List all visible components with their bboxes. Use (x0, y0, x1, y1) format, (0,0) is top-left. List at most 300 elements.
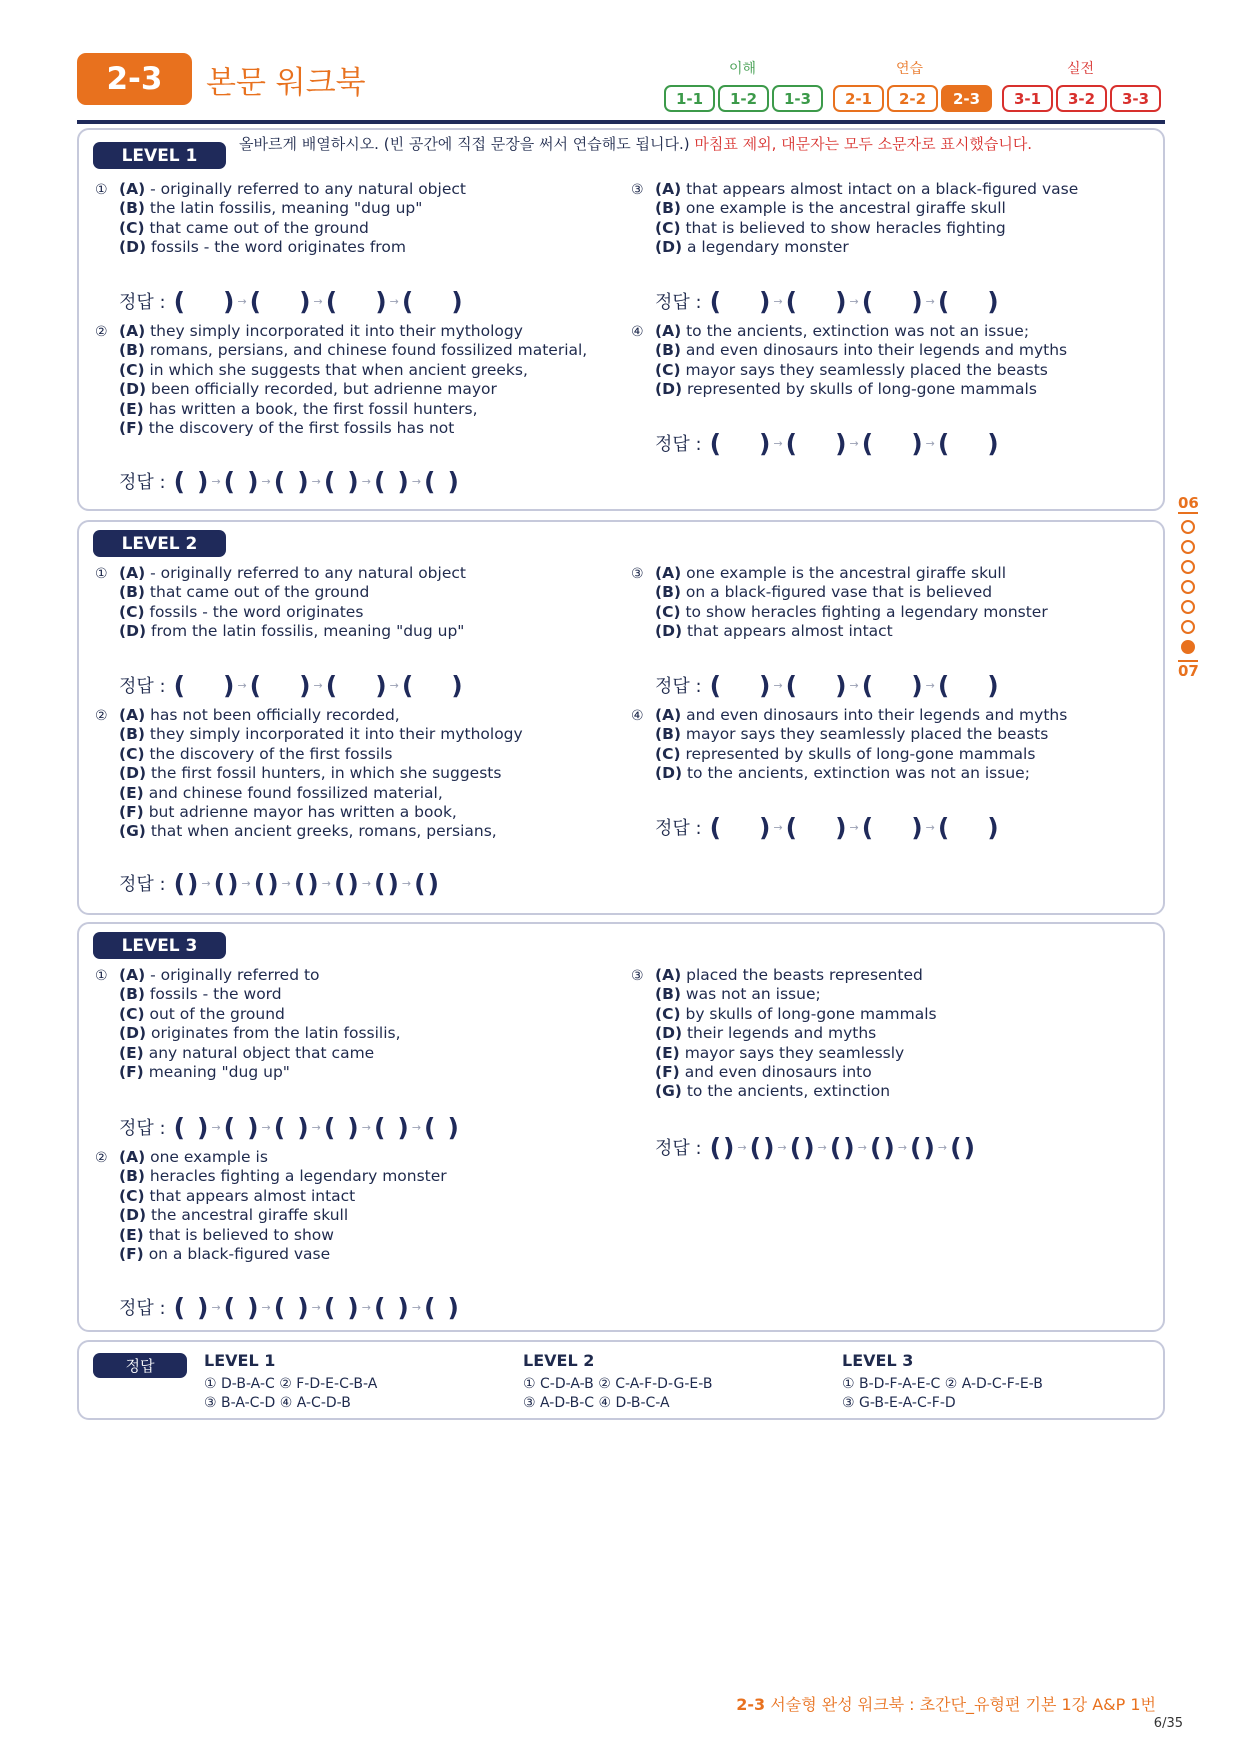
arrow-icon: → (849, 820, 859, 834)
choice-label: (C) (655, 1004, 681, 1023)
answer-slot[interactable]: ( ) (910, 1132, 935, 1162)
tab-2-1[interactable]: 2-1 (833, 85, 884, 112)
answer-slot[interactable]: ( ) (869, 1132, 895, 1162)
answer-slot[interactable]: ( ) (333, 868, 359, 898)
answer-slot[interactable]: ( ) (323, 1112, 359, 1142)
question-number: ③ (631, 968, 644, 984)
instruction (239, 135, 1159, 153)
choice-line (631, 1044, 937, 1063)
level-3-question-3 (631, 966, 937, 1102)
choice-label: (A) (655, 322, 682, 340)
answer-slot[interactable]: ( ) (213, 868, 239, 898)
answer-slot[interactable]: ( ) (249, 670, 311, 700)
answer-slot[interactable]: ( ) (709, 286, 771, 316)
choice-label: (C) (119, 744, 145, 763)
choice-label: (B) (655, 199, 681, 218)
answer-slot[interactable]: ( ) (937, 812, 999, 842)
answer-key-row: ③ B-A-C-D ④ A-C-D-B (204, 1395, 351, 1411)
choice-label: (B) (655, 583, 681, 602)
choice-line (631, 706, 1067, 725)
choice-label: (A) (119, 706, 146, 724)
choice-text: the discovery of the first fossils has not (148, 419, 455, 438)
tab-group-practice (833, 85, 992, 112)
choice-label: (C) (119, 1004, 145, 1023)
arrow-icon: → (849, 436, 859, 450)
choice-text: mayor says they seamlessly (684, 1043, 905, 1062)
answer-slot[interactable]: ( ) (173, 286, 235, 316)
choice-line (95, 1206, 447, 1225)
tab-3-1[interactable]: 3-1 (1002, 85, 1053, 112)
choice-label: (D) (655, 380, 683, 399)
choice-label: (A) (655, 564, 682, 582)
choice-text: the first fossil hunters, in which she suggests (150, 764, 502, 783)
choice-label: (B) (119, 583, 145, 602)
choice-line (631, 322, 1067, 341)
answer-key-level-3 (842, 1351, 1043, 1413)
arrow-icon: → (411, 474, 422, 488)
arrow-icon: → (241, 876, 251, 890)
level-3-question-1 (95, 966, 401, 1082)
choice-line (631, 1082, 937, 1101)
answer-slot[interactable]: ( ) (709, 670, 771, 700)
tab-group-understand (664, 85, 823, 112)
choice-text: that is believed to show (148, 1225, 334, 1244)
answer-label: 정답 : (655, 676, 702, 697)
instruction-note: 마침표 제외, 대문자는 모두 소문자로 표시했습니다. (694, 135, 1033, 153)
answer-slot[interactable]: ( ) (414, 868, 439, 898)
level-2-answer-3 (655, 672, 999, 698)
arrow-icon: → (773, 820, 783, 834)
answer-slot[interactable]: ( ) (173, 466, 209, 496)
choice-line (631, 985, 937, 1004)
choice-line (631, 341, 1067, 360)
choice-label: (D) (119, 1206, 147, 1225)
choice-line (95, 966, 401, 985)
choice-label: (E) (119, 1225, 144, 1244)
answer-slot[interactable]: ( ) (373, 1112, 409, 1142)
tab-1-3[interactable]: 1-3 (772, 85, 823, 112)
tab-3-2[interactable]: 3-2 (1056, 85, 1107, 112)
choice-text: represented by skulls of long-gone mammals (685, 744, 1036, 763)
answer-slot[interactable]: ( ) (749, 1132, 775, 1162)
level-3-answer-2 (119, 1294, 459, 1320)
choice-line (95, 1005, 401, 1024)
choice-line (631, 564, 1048, 583)
choice-text: but adrienne mayor has written a book, (148, 803, 457, 822)
answer-slot[interactable]: ( ) (424, 1112, 459, 1142)
question-number: ② (95, 324, 108, 340)
choice-text: they simply incorporated it into their mythology (149, 725, 523, 744)
choice-text: and even dinosaurs into (684, 1063, 872, 1082)
tab-1-2[interactable]: 1-2 (718, 85, 769, 112)
level-1-question-2 (95, 322, 587, 438)
answer-slot[interactable]: ( ) (829, 1132, 855, 1162)
choice-label: (D) (119, 764, 147, 783)
arrow-icon: → (361, 1300, 371, 1314)
question-number: ③ (631, 182, 644, 198)
choice-line (95, 199, 466, 218)
question-number: ③ (631, 566, 644, 582)
answer-slot[interactable]: ( ) (950, 1132, 975, 1162)
choice-label: (A) (655, 180, 682, 198)
choice-text: been officially recorded, but adrienne mayor (150, 380, 497, 399)
section-badge: 2-3 (77, 53, 192, 105)
choice-label: (D) (119, 622, 147, 641)
arrow-icon: → (361, 1120, 371, 1134)
choice-line (95, 725, 523, 744)
answer-slot[interactable]: ( ) (374, 868, 399, 898)
arrow-icon: → (389, 678, 399, 692)
choice-line (95, 583, 466, 602)
choice-text: that appears almost intact (149, 1186, 356, 1205)
arrow-icon: → (773, 436, 783, 450)
choice-text: that appears almost intact on a black-figured vase (686, 180, 1079, 198)
choice-text: and even dinosaurs into their legends and myths (685, 341, 1068, 360)
progress-dot (1181, 640, 1195, 654)
arrow-icon: → (311, 1120, 321, 1134)
answer-slot[interactable]: ( ) (325, 286, 387, 316)
choice-line (95, 1167, 447, 1186)
level-3-badge: LEVEL 3 (93, 932, 226, 959)
choice-line (631, 1005, 937, 1024)
answer-slot[interactable]: ( ) (273, 466, 309, 496)
arrow-icon: → (897, 1140, 908, 1154)
question-number: ① (95, 968, 108, 984)
answer-slot[interactable]: ( ) (323, 466, 359, 496)
choice-text: from the latin fossilis, meaning "dug up" (150, 622, 465, 641)
choice-text: one example is (150, 1148, 268, 1166)
arrow-icon: → (849, 678, 859, 692)
tab-1-1[interactable]: 1-1 (664, 85, 715, 112)
choice-label: (D) (119, 238, 147, 257)
answer-slot[interactable]: ( ) (709, 812, 771, 842)
answer-key-title: LEVEL 2 (523, 1351, 595, 1370)
arrow-icon: → (201, 876, 211, 890)
progress-dot (1181, 580, 1195, 594)
choice-label: (B) (119, 199, 145, 218)
group-label-real: 실전 (1067, 61, 1095, 77)
level-3-question-2 (95, 1148, 447, 1264)
level-2-answer-2 (119, 870, 439, 896)
choice-label: (D) (655, 238, 683, 257)
choice-label: (A) (119, 322, 146, 340)
level-1-question-4 (631, 322, 1067, 400)
arrow-icon: → (313, 678, 323, 692)
choice-label: (G) (655, 1082, 682, 1101)
choice-line (95, 784, 523, 803)
choice-text: and even dinosaurs into their legends and myths (686, 706, 1068, 724)
choice-text: one example is the ancestral giraffe skull (685, 199, 1006, 218)
level-2-panel (77, 520, 1165, 915)
choice-line (95, 180, 466, 199)
choice-label: (C) (655, 360, 681, 379)
level-1-question-1 (95, 180, 466, 258)
choice-label: (D) (655, 622, 683, 641)
level-3-panel (77, 922, 1165, 1332)
answer-slot[interactable]: ( ) (401, 670, 463, 700)
choice-label: (A) (119, 1148, 146, 1166)
level-1-answer-3 (655, 288, 999, 314)
choice-line (95, 400, 587, 419)
choice-label: (E) (655, 1043, 680, 1062)
choice-label: (D) (119, 1024, 147, 1043)
arrow-icon: → (211, 1300, 221, 1314)
answer-slot[interactable]: ( ) (173, 1112, 209, 1142)
choice-text: on a black-figured vase that is believed (685, 583, 993, 602)
tab-3-3[interactable]: 3-3 (1110, 85, 1161, 112)
arrow-icon: → (281, 876, 291, 890)
choice-line (95, 322, 587, 341)
answer-label: 정답 : (119, 292, 166, 313)
choice-label: (A) (119, 564, 146, 582)
level-1-answer-1 (119, 288, 463, 314)
answer-key-level-2 (523, 1351, 712, 1413)
choice-line (95, 564, 466, 583)
side-nav (1178, 494, 1199, 680)
choice-line (95, 380, 587, 399)
answer-slot[interactable]: ( ) (424, 466, 459, 496)
arrow-icon: → (773, 678, 783, 692)
tab-2-3[interactable]: 2-3 (941, 85, 992, 112)
choice-text: to the ancients, extinction (686, 1082, 891, 1101)
answer-slot[interactable]: ( ) (273, 1112, 309, 1142)
page-number: 6/35 (1153, 1716, 1183, 1731)
header-divider (77, 120, 1165, 124)
arrow-icon: → (237, 678, 247, 692)
level-2-answer-4 (655, 814, 999, 840)
level-1-answer-4 (655, 430, 999, 456)
level-2-question-3 (631, 564, 1048, 642)
choice-line (631, 745, 1067, 764)
choice-line (95, 1148, 447, 1167)
answer-slot[interactable]: ( ) (424, 1292, 459, 1322)
answer-slot[interactable]: ( ) (401, 286, 463, 316)
choice-text: to show heracles fighting a legendary monster (685, 602, 1048, 621)
answer-label: 정답 : (655, 292, 702, 313)
level-2-question-4 (631, 706, 1067, 784)
choice-text: placed the beasts represented (686, 966, 923, 984)
arrow-icon: → (777, 1140, 787, 1154)
choice-text: any natural object that came (148, 1043, 375, 1062)
answer-key-row: ③ G-B-E-A-C-F-D (842, 1395, 956, 1411)
answer-label: 정답 : (655, 434, 702, 455)
answer-slot[interactable]: ( ) (373, 466, 409, 496)
choice-label: (B) (655, 985, 681, 1004)
answer-label: 정답 : (655, 818, 702, 839)
progress-dot (1181, 540, 1195, 554)
choice-text: - originally referred to any natural object (150, 180, 466, 198)
choice-text: - originally referred to any natural object (150, 564, 466, 582)
choice-line (95, 622, 466, 641)
choice-text: heracles fighting a legendary monster (149, 1167, 447, 1186)
choice-text: to the ancients, extinction was not an issue; (686, 322, 1030, 340)
arrow-icon: → (925, 820, 935, 834)
level-3-answer-3 (655, 1134, 975, 1160)
arrow-icon: → (937, 1140, 948, 1154)
choice-text: mayor says they seamlessly placed the beasts (685, 725, 1049, 744)
choice-text: meaning "dug up" (148, 1063, 290, 1082)
choice-line (95, 985, 401, 1004)
choice-line (95, 219, 466, 238)
arrow-icon: → (237, 294, 247, 308)
choice-label: (E) (119, 783, 144, 802)
level-3-answer-1 (119, 1114, 459, 1140)
arrow-icon: → (321, 876, 331, 890)
choice-text: the latin fossilis, meaning "dug up" (149, 199, 423, 218)
choice-text: that came out of the ground (149, 583, 370, 602)
progress-dot (1181, 520, 1195, 534)
choice-text: and chinese found fossilized material, (148, 783, 443, 802)
progress-dot (1181, 560, 1195, 574)
arrow-icon: → (411, 1300, 422, 1314)
choice-label: (B) (655, 341, 681, 360)
arrow-icon: → (211, 474, 221, 488)
answer-key-panel (77, 1340, 1165, 1420)
choice-line (95, 1044, 401, 1063)
choice-text: fossils - the word originates from (150, 238, 406, 257)
answer-slot[interactable]: ( ) (785, 670, 847, 700)
choice-text: one example is the ancestral giraffe skull (686, 564, 1007, 582)
choice-label: (C) (119, 218, 145, 237)
group-label-practice: 연습 (896, 61, 924, 77)
level-1-panel (77, 128, 1165, 511)
answer-slot[interactable]: ( ) (937, 428, 999, 458)
side-nav-top-number: 06 (1178, 494, 1199, 512)
answer-slot[interactable]: ( ) (323, 1292, 359, 1322)
choice-line (631, 380, 1067, 399)
answer-slot[interactable]: ( ) (709, 1132, 735, 1162)
choice-text: fossils - the word (149, 985, 282, 1004)
choice-text: represented by skulls of long-gone mammals (686, 380, 1037, 399)
choice-text: that is believed to show heracles fighting (685, 218, 1006, 237)
choice-label: (E) (119, 399, 144, 418)
choice-text: mayor says they seamlessly placed the beasts (685, 360, 1048, 379)
choice-text: originates from the latin fossilis, (150, 1024, 401, 1043)
answer-slot[interactable]: ( ) (785, 812, 847, 842)
choice-label: (D) (655, 764, 683, 783)
choice-label: (B) (119, 1167, 145, 1186)
choice-label: (C) (119, 1186, 145, 1205)
arrow-icon: → (361, 876, 372, 890)
answer-slot[interactable]: ( ) (785, 428, 847, 458)
choice-line (95, 764, 523, 783)
choice-label: (C) (119, 360, 145, 379)
answer-slot[interactable]: ( ) (937, 670, 999, 700)
answer-slot[interactable]: ( ) (709, 428, 771, 458)
arrow-icon: → (313, 294, 323, 308)
choice-label: (B) (119, 985, 145, 1004)
footer-caption (736, 1692, 1156, 1715)
choice-line (95, 1187, 447, 1206)
arrow-icon: → (389, 294, 399, 308)
answer-label: 정답 : (119, 676, 166, 697)
choice-text: has not been officially recorded, (150, 706, 400, 724)
arrow-icon: → (261, 1120, 271, 1134)
choice-line (95, 238, 466, 257)
answer-slot[interactable]: ( ) (273, 1292, 309, 1322)
arrow-icon: → (211, 1120, 221, 1134)
answer-slot[interactable]: ( ) (861, 812, 923, 842)
choice-text: the discovery of the first fossils (149, 744, 393, 763)
arrow-icon: → (773, 294, 783, 308)
answer-slot[interactable]: ( ) (293, 868, 319, 898)
arrow-icon: → (925, 436, 935, 450)
choice-line (95, 361, 587, 380)
choice-line (95, 745, 523, 764)
page-title: 본문 워크북 (206, 65, 366, 101)
answer-label: 정답 : (119, 874, 166, 895)
answer-slot[interactable]: ( ) (173, 670, 235, 700)
choice-label: (C) (119, 602, 145, 621)
answer-key-row: ① C-D-A-B ② C-A-F-D-G-E-B (523, 1376, 713, 1392)
arrow-icon: → (737, 1140, 747, 1154)
choice-label: (C) (655, 218, 681, 237)
choice-line (631, 199, 1078, 218)
tab-group-real (1002, 85, 1161, 112)
answer-slot[interactable]: ( ) (861, 286, 923, 316)
choice-label: (F) (119, 1063, 144, 1082)
answer-slot[interactable]: ( ) (223, 466, 259, 496)
answer-key-row: ① B-D-F-A-E-C ② A-D-C-F-E-B (842, 1376, 1043, 1392)
arrow-icon: → (849, 294, 859, 308)
answer-slot[interactable]: ( ) (937, 286, 999, 316)
level-2-question-2 (95, 706, 523, 842)
arrow-icon: → (261, 1300, 271, 1314)
arrow-icon: → (361, 474, 371, 488)
choice-line (95, 803, 523, 822)
answer-key-row: ③ A-D-B-C ④ D-B-C-A (523, 1395, 670, 1411)
level-1-answer-2 (119, 468, 459, 494)
choice-line (631, 219, 1078, 238)
choice-line (95, 1226, 447, 1245)
choice-label: (A) (119, 180, 146, 198)
choice-text: their legends and myths (686, 1024, 877, 1043)
choice-line (95, 1063, 401, 1082)
answer-slot[interactable]: ( ) (861, 670, 923, 700)
tab-2-2[interactable]: 2-2 (887, 85, 938, 112)
choice-label: (B) (119, 341, 145, 360)
choice-line (95, 1024, 401, 1043)
arrow-icon: → (817, 1140, 827, 1154)
choice-label: (B) (119, 725, 145, 744)
answer-key-row: ① D-B-A-C ② F-D-E-C-B-A (204, 1376, 378, 1392)
answer-label: 정답 : (119, 472, 166, 493)
footer-text: 서술형 완성 워크북 : 초간단_유형편 기본 1강 A&P 1번 (770, 1695, 1156, 1714)
answer-slot[interactable]: ( ) (173, 868, 199, 898)
answer-slot[interactable]: ( ) (173, 1292, 209, 1322)
answer-slot[interactable]: ( ) (325, 670, 387, 700)
answer-slot[interactable]: ( ) (223, 1112, 259, 1142)
choice-line (631, 361, 1067, 380)
choice-label: (F) (119, 1245, 144, 1264)
answer-slot[interactable]: ( ) (785, 286, 847, 316)
side-nav-rule (1178, 512, 1198, 514)
answer-slot[interactable]: ( ) (253, 868, 279, 898)
arrow-icon: → (311, 474, 321, 488)
progress-dot (1181, 620, 1195, 634)
choice-line (631, 966, 937, 985)
choice-line (95, 706, 523, 725)
choice-label: (E) (119, 1043, 144, 1062)
answer-slot[interactable]: ( ) (789, 1132, 815, 1162)
choice-text: that came out of the ground (149, 218, 369, 237)
answer-slot[interactable]: ( ) (861, 428, 923, 458)
answer-slot[interactable]: ( ) (249, 286, 311, 316)
answer-slot[interactable]: ( ) (223, 1292, 259, 1322)
answer-slot[interactable]: ( ) (373, 1292, 409, 1322)
choice-line (95, 822, 523, 841)
arrow-icon: → (925, 678, 935, 692)
